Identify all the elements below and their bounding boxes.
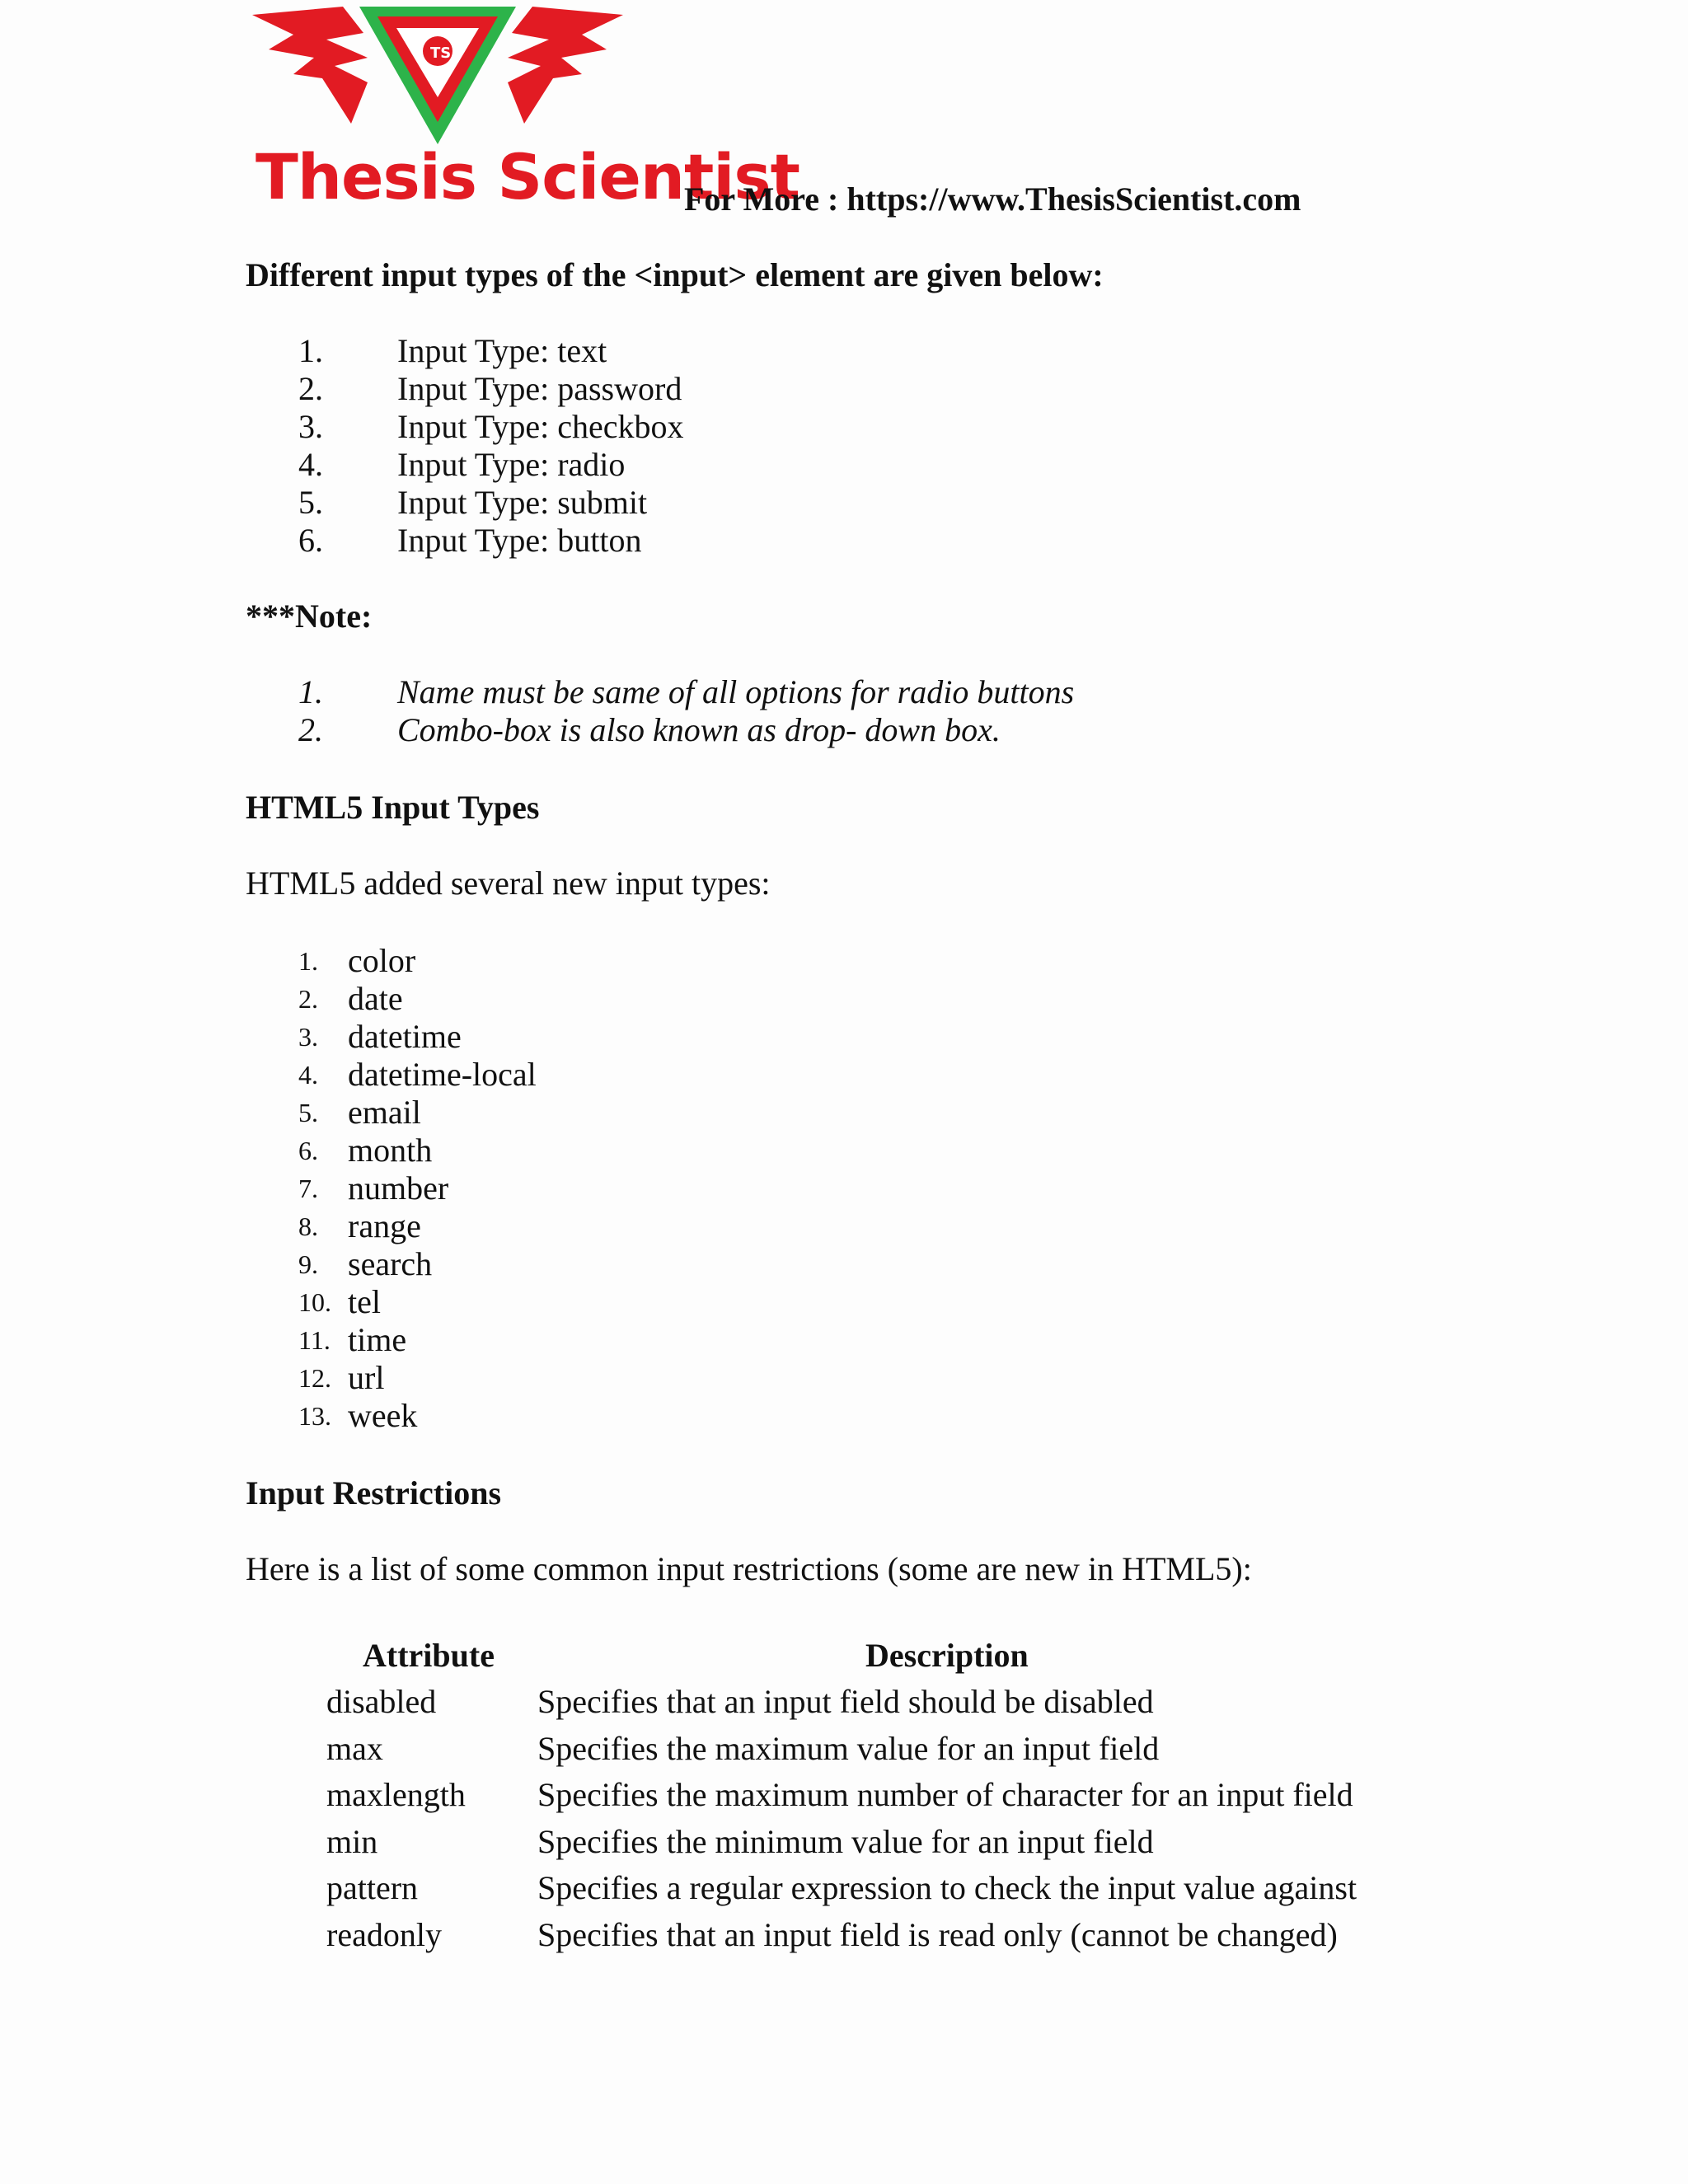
- table-row: min Specifies the minimum value for an input field: [326, 1822, 1154, 1860]
- column-header-description: Description: [865, 1637, 1029, 1674]
- note-heading: ***Note:: [246, 598, 373, 635]
- website-link[interactable]: For More : https://www.ThesisScientist.com: [684, 180, 1301, 218]
- table-row: disabled Specifies that an input field should be disabled: [326, 1683, 1154, 1720]
- table-row: readonly Specifies that an input field is read only (cannot be changed): [326, 1915, 1338, 1953]
- restrictions-table: [326, 1636, 1414, 1961]
- table-row: pattern Specifies a regular expression to check the input value against: [326, 1869, 1357, 1906]
- svg-text:TS: TS: [430, 45, 452, 62]
- logo-emblem-icon: [244, 0, 631, 148]
- html5-intro: HTML5 added several new input types:: [246, 865, 771, 902]
- table-header: [326, 1636, 1414, 1682]
- column-header-attribute: Attribute: [363, 1637, 495, 1674]
- restrictions-intro: Here is a list of some common input restrictions (some are new in HTML5):: [246, 1550, 1252, 1587]
- document-page: TS Thesis Scientist For More : https://www.ThesisScientist.com Different input types of the <input> element are given below: 1. Input Type: text 2. Input Type: password 3. Input Type: checkbox 4. Input Type: radio 5. Input Type: submit 6. Input Type: button ***Note: 1. Name must be same of all options for radio buttons 2. Combo-box is also known as drop- down box. HTML5 Input Types HTML5 added several new input types: 1. color 2. date 3. datetime 4. datetime-local 5. email 6. month 7. number 8. range 9. search 10. tel 11. time 12. url 13. week Input Restrictions Here is a list of some common input restrictions (some are new in HTML5): Attribute Description disabled Specifies that an input field should be disabled max Specifies the maximum value for an input field maxlength Specifies the maximum number of character for an input field min Specifies the minimum value for an input field pattern Specifies a regular expression to check the input value against readonly Specifies that an input field is read only (cannot be changed): [0, 0, 1688, 2184]
- intro-heading: Different input types of the <input> element are given below:: [246, 256, 1104, 293]
- table-row: max Specifies the maximum value for an input field: [326, 1729, 1160, 1767]
- restrictions-heading: Input Restrictions: [246, 1474, 502, 1511]
- table-row: maxlength Specifies the maximum number of character for an input field: [326, 1776, 1353, 1813]
- html5-heading: HTML5 Input Types: [246, 789, 540, 826]
- thesis-scientist-logo: [244, 0, 799, 223]
- logo-wordmark: Thesis Scientist: [256, 140, 799, 213]
